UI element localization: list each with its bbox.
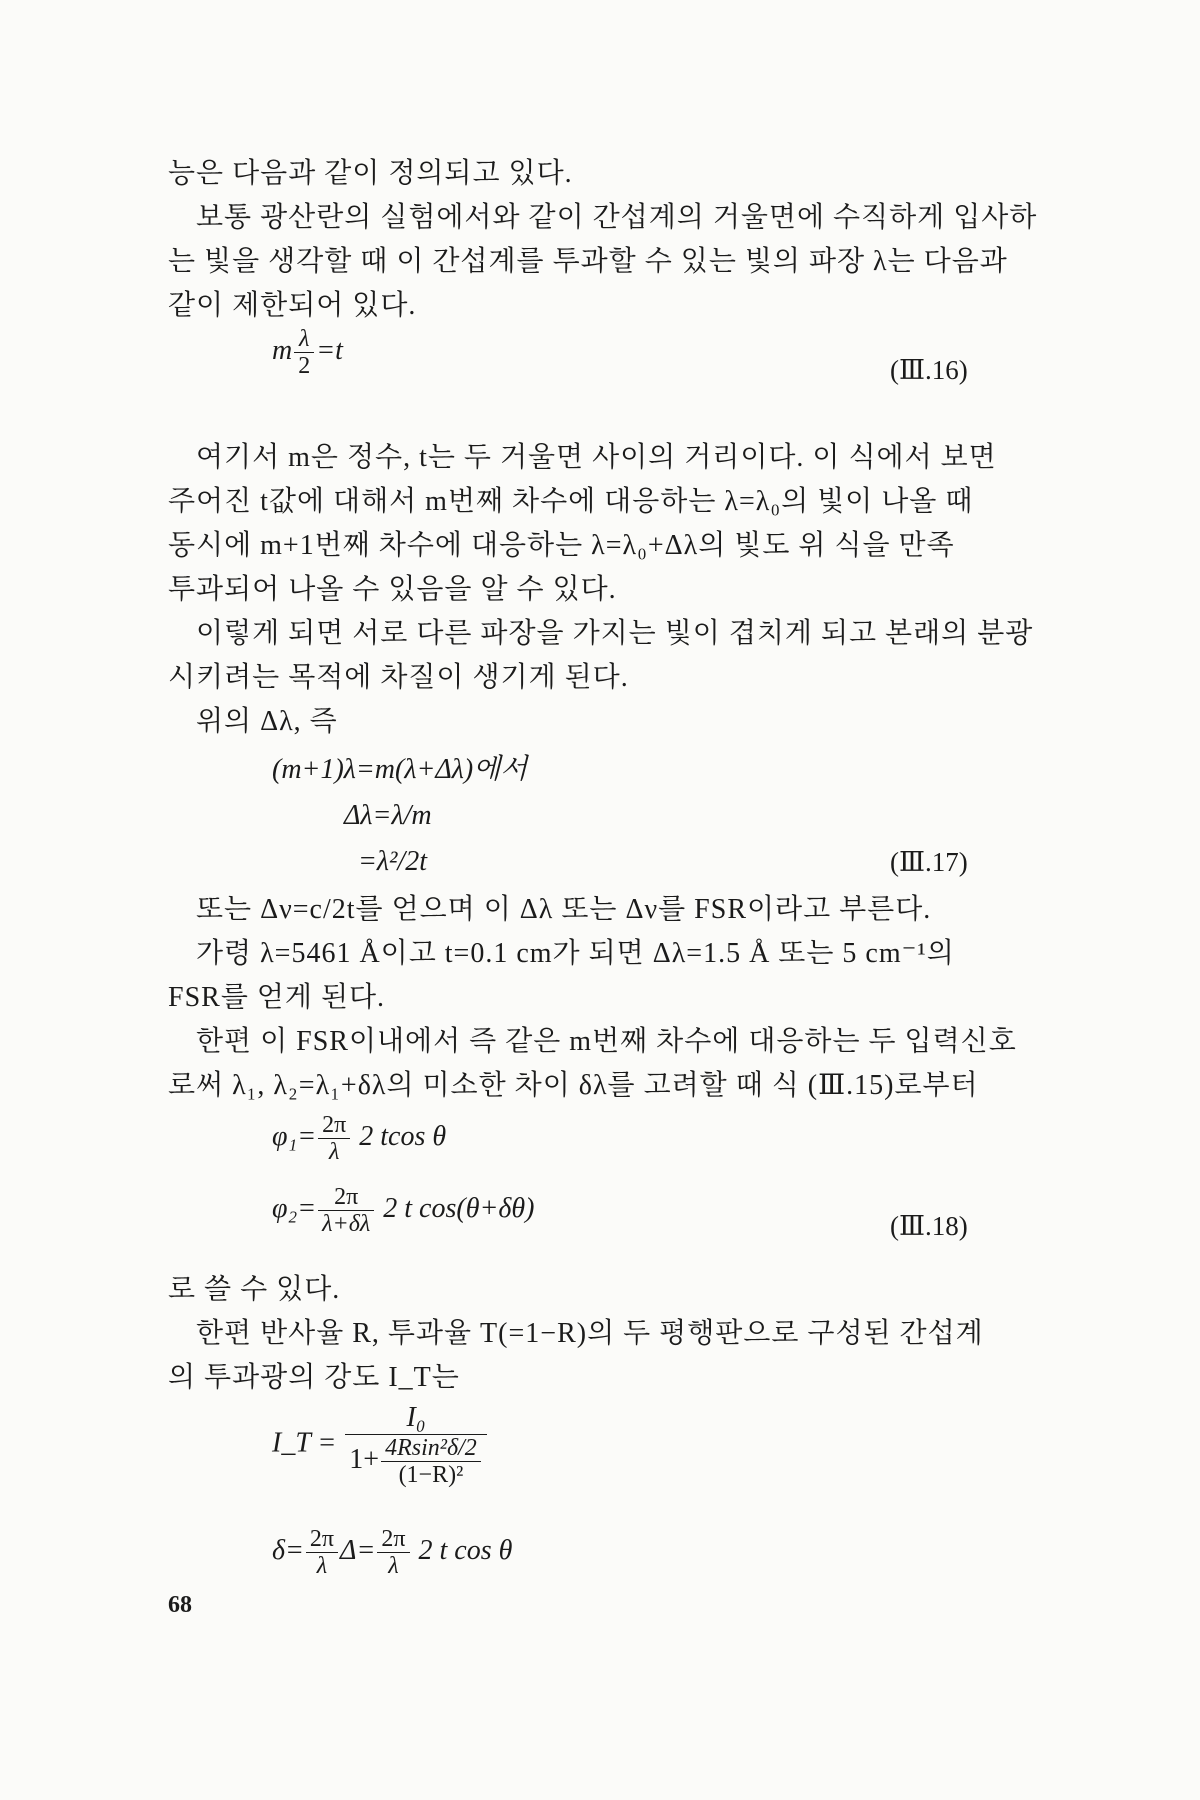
it-inner-fraction <box>381 1435 481 1488</box>
eq18b-suffix: 2 t cos(θ+δθ) <box>383 1192 535 1224</box>
text-line-3: 는 빛을 생각할 때 이 간섭계를 투과할 수 있는 빛의 파장 λ는 다음과 <box>168 246 1008 277</box>
text-line-7: 동시에 m+1번째 차수에 대응하는 λ=λ₀+Δλ의 빛도 위 식을 만족 <box>168 530 955 561</box>
equation-iii-16 <box>272 326 343 379</box>
text-line-5: 여기서 m은 정수, t는 두 거울면 사이의 거리이다. 이 식에서 보면 <box>196 442 997 473</box>
eq18a-denominator: λ <box>328 1139 340 1165</box>
delta-numerator-2: 2π <box>377 1526 409 1553</box>
it-denominator <box>345 1435 486 1488</box>
equation-iii-17-line-2: Δλ=λ/m <box>344 800 432 831</box>
text-line-2: 보통 광산란의 실험에서와 같이 간섭계의 거울면에 수직하게 입사하 <box>196 202 1038 233</box>
equation-label-iii-18: (Ⅲ.18) <box>890 1211 968 1241</box>
delta-prefix: δ= <box>272 1534 304 1566</box>
eq18b-prefix: φ₂= <box>272 1192 317 1224</box>
equation-iii-18-line-2 <box>272 1184 534 1237</box>
text-line-14: FSR를 얻게 된다. <box>168 982 386 1013</box>
eq18b-fraction <box>318 1184 374 1237</box>
eq18a-numerator: 2π <box>318 1112 350 1139</box>
text-line-6: 주어진 t값에 대해서 m번째 차수에 대응하는 λ=λ₀의 빛이 나올 때 <box>168 486 974 517</box>
equation-label-iii-17: (Ⅲ.17) <box>890 847 968 877</box>
text-line-11: 위의 Δλ, 즉 <box>196 706 338 737</box>
text-line-18: 한편 반사율 R, 투과율 T(=1−R)의 두 평행판으로 구성된 간섭계 <box>196 1318 984 1349</box>
eq18b-numerator: 2π <box>318 1184 374 1211</box>
delta-suffix: 2 t cos θ <box>418 1534 513 1566</box>
text-line-19: 의 투과광의 강도 I_T는 <box>168 1362 460 1393</box>
equation-iii-17-line-1: (m+1)λ=m(λ+Δλ)에서 <box>272 754 528 785</box>
text-line-17: 로 쓸 수 있다. <box>168 1274 341 1305</box>
equation-iii-17-line-3: =λ²/2t <box>358 846 427 877</box>
text-line-10: 시키려는 목적에 차질이 생기게 된다. <box>168 662 629 693</box>
text-line-15: 한편 이 FSR이내에서 즉 같은 m번째 차수에 대응하는 두 입력신호 <box>196 1026 1017 1057</box>
text-line-13: 가령 λ=5461 Å이고 t=0.1 cm가 되면 Δλ=1.5 Å 또는 5 cm⁻¹의 <box>196 938 955 969</box>
text-line-16: 로써 λ₁, λ₂=λ₁+δλ의 미소한 차이 δλ를 고려할 때 식 (Ⅲ.15)로부터 <box>168 1070 979 1101</box>
it-fraction <box>345 1402 486 1488</box>
text-line-12: 또는 Δν=c/2t를 얻으며 이 Δλ 또는 Δν를 FSR이라고 부른다. <box>196 894 932 925</box>
eq16-prefix: m <box>272 334 293 366</box>
text-line-9: 이렇게 되면 서로 다른 파장을 가지는 빛이 겹치게 되고 본래의 분광 <box>196 618 1034 649</box>
equation-delta <box>272 1526 512 1579</box>
eq18a-prefix: φ₁= <box>272 1120 317 1152</box>
delta-denominator-2: λ <box>388 1553 399 1579</box>
text-line-4: 같이 제한되어 있다. <box>168 290 417 321</box>
page-number: 68 <box>168 1592 192 1618</box>
eq18a-suffix: 2 tcos θ <box>359 1120 447 1152</box>
eq16-denominator: 2 <box>298 353 311 379</box>
it-denominator-prefix: 1+ <box>349 1443 380 1475</box>
text-line-1: 능은 다음과 같이 정의되고 있다. <box>168 158 573 189</box>
eq18a-fraction <box>318 1112 350 1165</box>
delta-fraction-1 <box>306 1526 338 1579</box>
it-inner-denominator: (1−R)² <box>398 1462 464 1488</box>
it-prefix: I_T = <box>272 1427 337 1459</box>
delta-numerator-1: 2π <box>306 1526 338 1553</box>
delta-fraction-2 <box>377 1526 409 1579</box>
delta-denominator-1: λ <box>316 1553 328 1579</box>
eq16-suffix: =t <box>316 334 343 366</box>
eq18b-denominator: λ+δλ <box>322 1211 371 1237</box>
it-numerator: I₀ <box>345 1402 486 1435</box>
it-inner-numerator: 4Rsin²δ/2 <box>381 1435 481 1462</box>
equation-label-iii-16: (Ⅲ.16) <box>890 355 968 385</box>
delta-middle: Δ= <box>340 1534 376 1566</box>
text-line-8: 투과되어 나올 수 있음을 알 수 있다. <box>168 574 617 605</box>
eq16-fraction <box>294 326 314 379</box>
equation-iii-18-line-1 <box>272 1112 446 1165</box>
eq16-numerator: λ <box>294 326 314 353</box>
equation-transmitted-intensity <box>272 1402 489 1488</box>
